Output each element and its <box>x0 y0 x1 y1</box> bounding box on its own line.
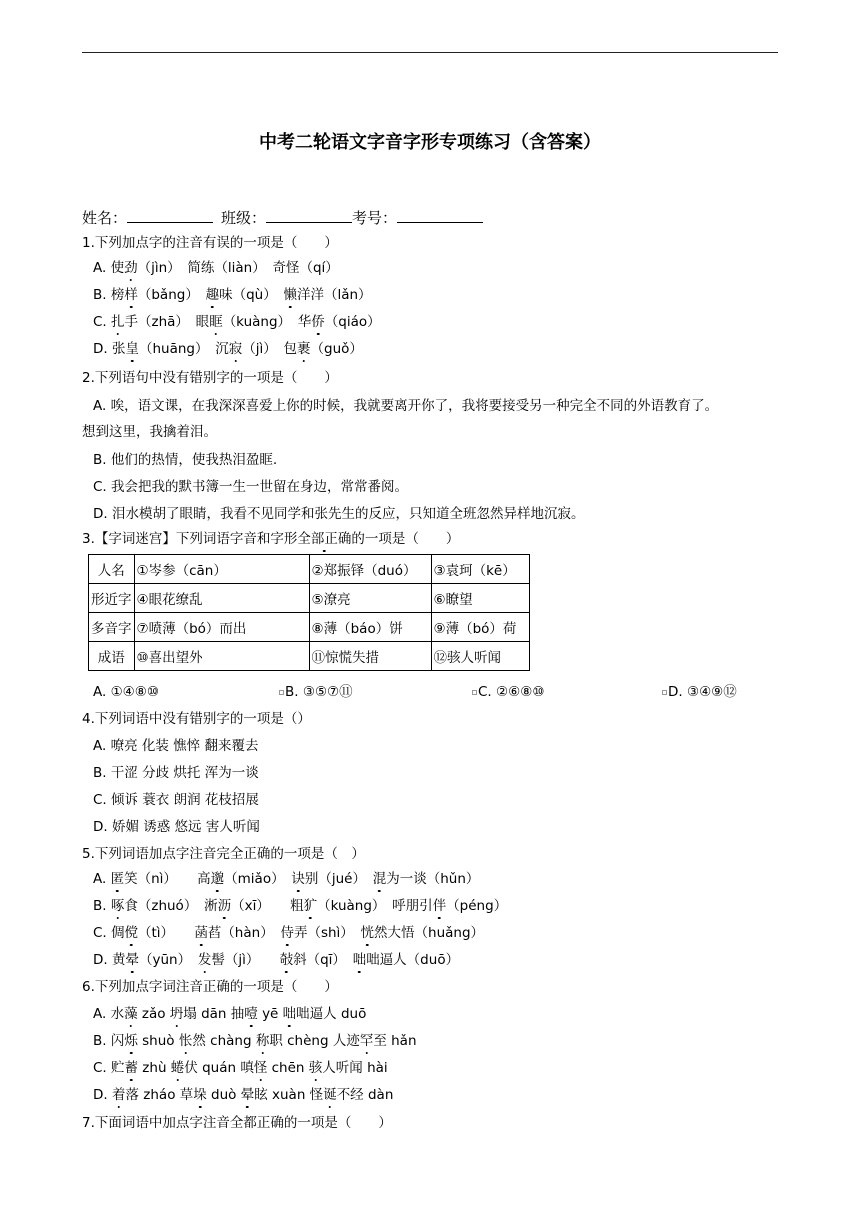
question-2-option-a-continued[interactable]: 想到这里，我擒着泪。 <box>82 424 217 440</box>
question-1-option-d[interactable]: D. 张皇（huāng） 沉寂（jì） 包裹（guǒ） <box>93 341 363 357</box>
table-row <box>89 642 530 671</box>
table-cell: ⑨薄（bó）荷 <box>431 613 529 642</box>
table-cell: ④眼花缭乱 <box>134 584 309 613</box>
question-2-stem: 2.下列语句中没有错别字的一项是（ ） <box>82 370 338 386</box>
anchor-mark-icon <box>662 690 667 695</box>
table-cell: 多音字 <box>89 613 135 642</box>
question-6-option-b[interactable]: B. 闪烁 shuò 怅然 chàng 称职 chèng 人迹罕至 hǎn <box>93 1033 417 1049</box>
question-3-option-b[interactable]: B. ③⑤⑦⑪ <box>279 683 353 701</box>
table-cell: 人名 <box>89 555 135 584</box>
table-cell: ②郑振铎（duó） <box>309 555 431 584</box>
page-title: 中考二轮语文字音字形专项练习（含答案） <box>259 132 601 153</box>
table-cell: ①岑参（cān） <box>134 555 309 584</box>
question-1-option-a[interactable]: A. 使劲（jìn） 简练（liàn） 奇怪（qí） <box>93 260 339 276</box>
table-cell: ⑪惊慌失措 <box>309 642 431 671</box>
number-blank[interactable] <box>397 208 483 223</box>
question-2-option-d[interactable]: D. 泪水模胡了眼睛，我看不见同学和张先生的反应，只知道全班忽然异样地沉寂。 <box>93 506 585 522</box>
table-cell: ⑩喜出望外 <box>134 642 309 671</box>
question-5-option-d[interactable]: D. 黄晕（yūn） 发髻（jì） 敧斜（qī） 咄咄逼人（duō） <box>93 952 460 968</box>
question-6-option-d[interactable]: D. 着落 zháo 草垛 duò 晕眩 xuàn 怪诞不经 dàn <box>93 1087 394 1103</box>
question-3-option-c[interactable]: C. ②⑥⑧⑩ <box>472 683 544 701</box>
question-5-option-b[interactable]: B. 啄食（zhuó） 淅沥（xī） 粗犷（kuàng） 呼朋引伴（péng） <box>93 898 508 914</box>
table-row <box>89 555 530 584</box>
question-6-option-c[interactable]: C. 贮蓄 zhù 蜷伏 quán 嗔怪 chēn 骇人听闻 hài <box>93 1060 388 1076</box>
question-4-option-d[interactable]: D. 娇媚 诱惑 悠远 害人听闻 <box>93 819 260 835</box>
question-1-stem: 1.下列加点字的注音有误的一项是（ ） <box>82 235 338 251</box>
name-label: 姓名： <box>82 209 128 227</box>
question-7-stem: 7.下面词语中加点字注音全都正确的一项是（ ） <box>82 1115 392 1131</box>
question-6-option-a[interactable]: A. 水藻 zǎo 坍塌 dān 抽噎 yē 咄咄逼人 duō <box>93 1006 367 1022</box>
question-4-option-a[interactable]: A. 嘹亮 化装 憔悴 翻来覆去 <box>93 738 259 754</box>
question-1-option-b[interactable]: B. 榜样（bǎng） 趣味（qù） 懒洋洋（lǎn） <box>93 287 372 303</box>
anchor-mark-icon <box>279 690 284 695</box>
class-label: 班级： <box>221 209 267 227</box>
question-3-option-a[interactable]: A. ①④⑧⑩ <box>93 684 159 700</box>
question-3-stem: 3.【字词迷宫】下列词语字音和字形全部正确的一项是（ ） <box>82 531 460 547</box>
table-row <box>89 584 530 613</box>
question-4-option-b[interactable]: B. 干涩 分歧 烘托 浑为一谈 <box>93 765 259 781</box>
table-cell: ③袁珂（kē） <box>431 555 529 584</box>
question-5-option-c[interactable]: C. 倜傥（tì） 菡萏（hàn） 侍弄（shì） 恍然大悟（huǎng） <box>93 925 485 941</box>
question-4-option-c[interactable]: C. 倾诉 蓑衣 朗润 花枝招展 <box>93 792 259 808</box>
number-label: 考号： <box>352 209 398 227</box>
question-1-option-c[interactable]: C. 扎手（zhā） 眼眶（kuàng） 华侨（qiáo） <box>93 314 381 330</box>
name-blank[interactable] <box>127 208 213 223</box>
table-cell: ⑥瞭望 <box>431 584 529 613</box>
question-4-stem: 4.下列词语中没有错别字的一项是（） <box>82 711 311 727</box>
header-rule <box>82 52 778 53</box>
question-5-stem: 5.下列词语加点字注音完全正确的一项是（ ） <box>82 846 365 862</box>
table-cell: ⑤潦亮 <box>309 584 431 613</box>
question-2-option-b[interactable]: B. 他们的热情，使我热泪盈眶. <box>93 452 278 468</box>
question-2-option-a[interactable]: A. 唉，语文课，在我深深喜爱上你的时候，我就要离开你了，我将要接受另一种完全不同的外语教育了。 <box>93 398 719 414</box>
question-5-option-a[interactable]: A. 匿笑（nì） 高邈（miǎo） 诀别（jué） 混为一谈（hǔn） <box>93 871 480 887</box>
table-cell: ⑧薄（báo）饼 <box>309 613 431 642</box>
question-3-option-d[interactable]: D. ③④⑨⑫ <box>662 683 737 701</box>
table-cell: ⑫骇人听闻 <box>431 642 529 671</box>
anchor-mark-icon <box>472 690 477 695</box>
table-cell: 形近字 <box>89 584 135 613</box>
question-2-option-c[interactable]: C. 我会把我的默书簿一生一世留在身边，常常番阅。 <box>93 479 409 495</box>
table-row <box>89 613 530 642</box>
table-cell: 成语 <box>89 642 135 671</box>
table-cell: ⑦喷薄（bó）而出 <box>134 613 309 642</box>
class-blank[interactable] <box>266 208 352 223</box>
word-maze-table <box>88 554 530 671</box>
question-6-stem: 6.下列加点字词注音正确的一项是（ ） <box>82 979 338 995</box>
student-info-row <box>82 208 483 227</box>
